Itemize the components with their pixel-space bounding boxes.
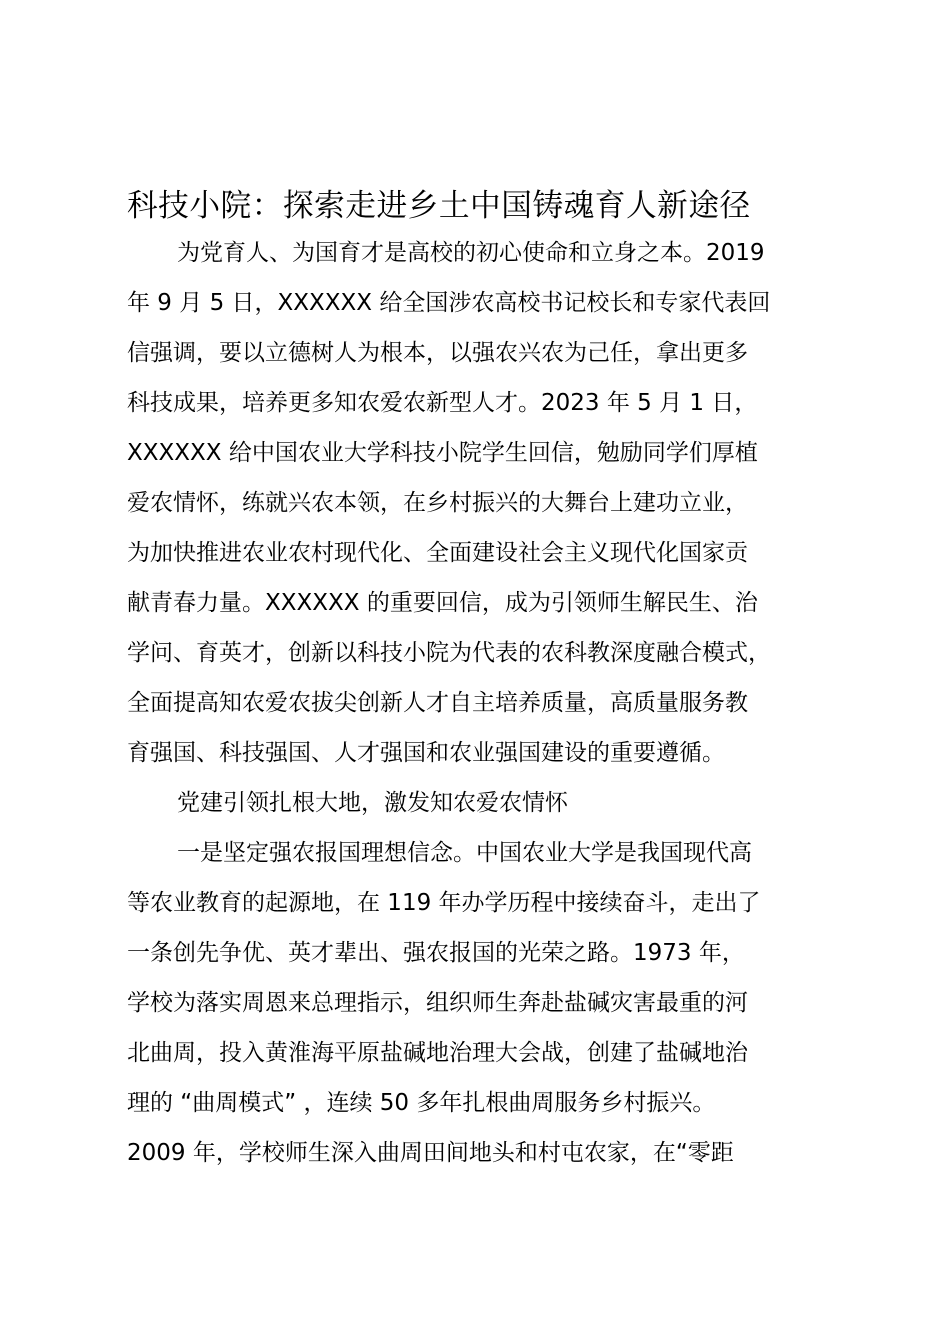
paragraph-line: 为加快推进农业农村现代化、全面建设社会主义现代化国家贡 <box>127 540 748 566</box>
paragraph-line: 信强调，要以立德树人为根本，以强农兴农为己任，拿出更多 <box>127 340 748 366</box>
paragraph-line: 一条创先争优、英才辈出、强农报国的光荣之路。1973 年， <box>127 940 745 966</box>
paragraph-line: 学校为落实周恩来总理指示，组织师生奔赴盐碱灾害最重的河 <box>127 990 748 1016</box>
paragraph-line: 为党育人、为国育才是高校的初心使命和立身之本。2019 <box>177 240 765 266</box>
paragraph-line: 年 9 月 5 日，XXXXXX 给全国涉农高校书记校长和专家代表回 <box>127 290 771 316</box>
paragraph-line: 理的 “曲周模式” ，连续 50 多年扎根曲周服务乡村振兴。 <box>127 1090 716 1116</box>
paragraph-line: 全面提高知农爱农拔尖创新人才自主培养质量，高质量服务教 <box>127 690 748 716</box>
paragraph-line: XXXXXX 给中国农业大学科技小院学生回信，勉励同学们厚植 <box>127 440 758 466</box>
paragraph-line: 一是坚定强农报国理想信念。中国农业大学是我国现代高 <box>177 840 752 866</box>
paragraph-line: 育强国、科技强国、人才强国和农业强国建设的重要遵循。 <box>127 740 725 766</box>
paragraph-line: 爱农情怀，练就兴农本领，在乡村振兴的大舞台上建功立业， <box>127 490 748 516</box>
paragraph-line: 学问、育英才，创新以科技小院为代表的农科教深度融合模式， <box>127 640 771 666</box>
section-heading: 党建引领扎根大地，激发知农爱农情怀 <box>177 790 568 816</box>
paragraph-line: 2009 年，学校师生深入曲周田间地头和村屯农家，在“零距 <box>127 1140 734 1166</box>
document-title: 科技小院：探索走进乡土中国铸魂育人新途径 <box>127 188 751 224</box>
paragraph-line: 等农业教育的起源地，在 119 年办学历程中接续奋斗，走出了 <box>127 890 761 916</box>
paragraph-line: 科技成果，培养更多知农爱农新型人才。2023 年 5 月 1 日， <box>127 390 758 416</box>
paragraph-line: 北曲周，投入黄淮海平原盐碱地治理大会战，创建了盐碱地治 <box>127 1040 748 1066</box>
paragraph-line: 献青春力量。XXXXXX 的重要回信，成为引领师生解民生、治 <box>127 590 758 616</box>
